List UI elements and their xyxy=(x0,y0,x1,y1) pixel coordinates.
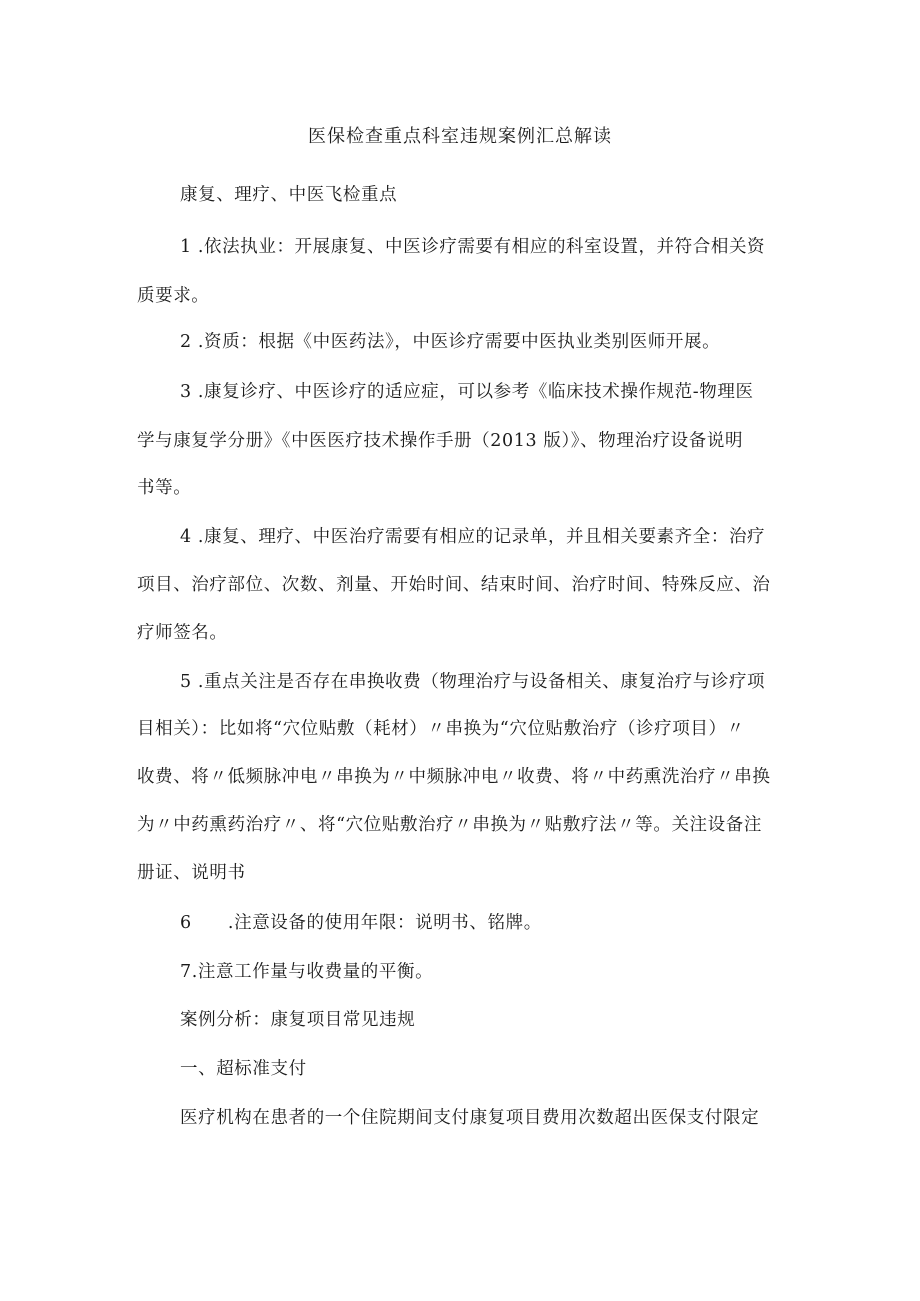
item-6-line-1: 6 .注意设备的使用年限：说明书、铭牌。 xyxy=(180,913,542,933)
case-analysis-heading: 案例分析：康复项目常见违规 xyxy=(180,1010,416,1030)
item-5-line-1: 5 .重点关注是否存在串换收费（物理治疗与设备相关、康复治疗与诊疗项 xyxy=(180,672,766,692)
item-1-line-1: 1 .依法执业：开展康复、中医诊疗需要有相应的科室设置，并符合相关资 xyxy=(180,237,766,257)
case-paragraph-line-1: 医疗机构在患者的一个住院期间支付康复项目费用次数超出医保支付限定 xyxy=(180,1108,760,1128)
item-3-line-1: 3 .康复诊疗、中医诊疗的适应症，可以参考《临床技术操作规范-物理医 xyxy=(180,382,754,402)
item-5-line-3: 收费、将〃低频脉冲电〃串换为〃中频脉冲电〃收费、将〃中药熏洗治疗〃串换 xyxy=(137,767,771,787)
item-1-line-2: 质要求。 xyxy=(137,286,210,306)
item-4-line-2: 项目、治疗部位、次数、剂量、开始时间、结束时间、治疗时间、特殊反应、治 xyxy=(137,575,771,595)
item-4-line-3: 疗师签名。 xyxy=(137,623,228,643)
item-5-line-5: 册证、说明书 xyxy=(137,863,246,883)
section-heading-focus: 康复、理疗、中医飞检重点 xyxy=(180,185,398,205)
document-title: 医保检查重点科室违规案例汇总解读 xyxy=(308,126,612,147)
item-5-line-4: 为〃中药熏药治疗〃、将“穴位贴敷治疗〃串换为〃贴敷疗法〃等。关注设备注 xyxy=(137,815,762,835)
item-2-line-1: 2 .资质：根据《中医药法》，中医诊疗需要中医执业类别医师开展。 xyxy=(180,332,721,352)
item-3-line-2: 学与康复学分册》《中医医疗技术操作手册（2013 版）》、物理治疗设备说明 xyxy=(137,431,744,451)
item-3-line-3: 书等。 xyxy=(137,478,192,498)
item-4-line-1: 4 .康复、理疗、中医治疗需要有相应的记录单，并且相关要素齐全：治疗 xyxy=(180,527,766,547)
item-7-line-1: 7.注意工作量与收费量的平衡。 xyxy=(180,962,434,982)
item-5-line-2: 目相关）：比如将“穴位贴敷（耗材）〃串换为“穴位贴敷治疗（诊疗项目）〃 xyxy=(137,719,745,739)
case-subheading-1: 一、超标准支付 xyxy=(180,1059,307,1079)
